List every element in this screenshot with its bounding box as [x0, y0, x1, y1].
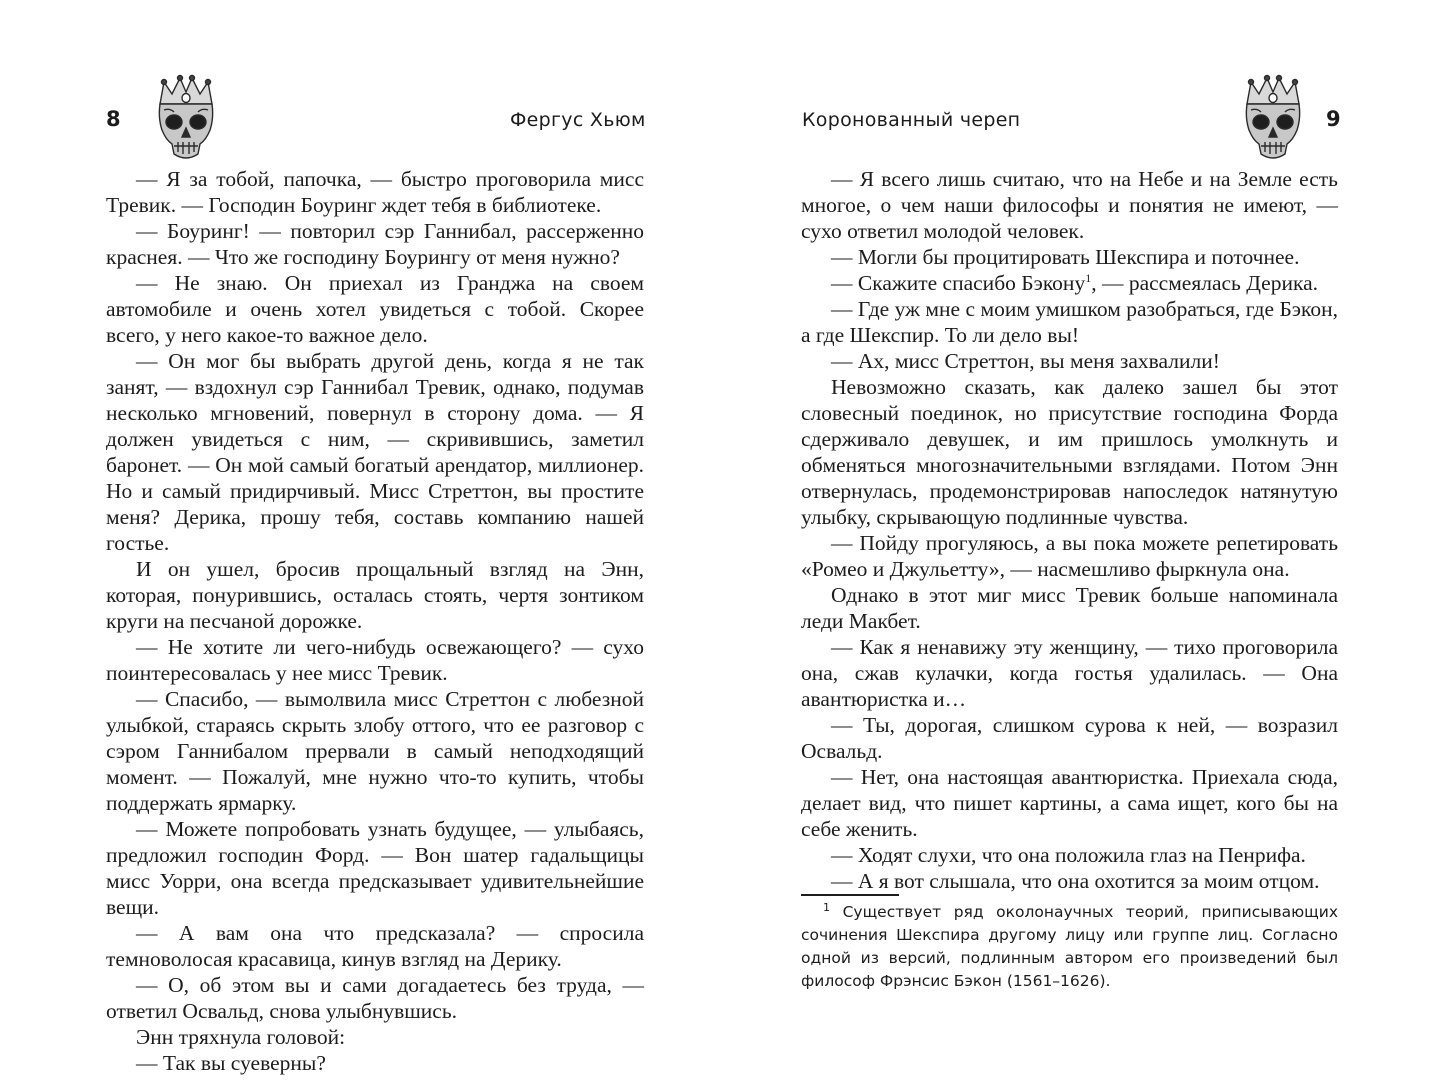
paragraph: — Где уж мне с моим умишком разобраться, где Бэкон, а где Шекспир. То ли дело вы! [801, 297, 1338, 347]
right-running-head: Коронованный череп [802, 109, 1021, 131]
paragraph: — Не знаю. Он приехал из Гранджа на своем автомобиле и очень хотел увидеться с тобой. Скорее всего, у него какое-то важное дело. [106, 271, 644, 347]
footnote-reference[interactable]: 1 [1085, 270, 1092, 285]
paragraph: — Так вы суеверны? [136, 1051, 326, 1075]
paragraph: Энн тряхнула головой: [136, 1025, 346, 1049]
crowned-skull-icon [1237, 74, 1309, 162]
paragraph: — Он мог бы выбрать другой день, когда я не так занят, — вздохнул сэр Ганнибал Тревик, однако, подумав несколько мгновений, повернул в сторону дома. — Я должен увидеться с ним, — скривившись, заметил баронет. — Он мой самый богатый арендатор, миллионер. Но и самый придирчивый. Мисс Стреттон, вы простите меня? Дерика, прошу тебя, составь компанию нашей гостье. [106, 349, 644, 555]
crowned-skull-icon [150, 74, 222, 162]
right-body-text [801, 166, 1338, 894]
paragraph: — А я вот слышала, что она охотится за моим отцом. [831, 869, 1320, 893]
left-running-head: Фергус Хьюм [510, 109, 646, 131]
paragraph: — Я всего лишь считаю, что на Небе и на Земле есть многое, о чем наши философы и понятия не имеют, — сухо ответил молодой человек. [801, 167, 1338, 243]
paragraph [801, 270, 1338, 296]
paragraph: — Ты, дорогая, слишком сурова к ней, — возразил Освальд. [801, 713, 1338, 763]
paragraph: — А вам она что предсказала? — спросила темноволосая красавица, кинув взгляд на Дерику. [106, 921, 644, 971]
left-page-number: 8 [106, 107, 121, 131]
paragraph: — Не хотите ли чего-нибудь освежающего? — сухо поинтересовалась у нее мисс Тревик. [106, 635, 644, 685]
left-page [0, 0, 722, 1081]
footnote-text: Существует ряд околонаучных теорий, приписывающих сочинения Шекспира другому лицу или группе лиц. Согласно одной из версий, подлинным автором его произведений был философ Фрэнсис Бэкон (1561–1626). [801, 903, 1338, 990]
paragraph: — Пойду прогуляюсь, а вы пока можете репетировать «Ромео и Джульетту», — насмешливо фыркнула она. [801, 531, 1338, 581]
paragraph: Однако в этот миг мисс Тревик больше напоминала леди Макбет. [801, 583, 1338, 633]
paragraph: — Как я ненавижу эту женщину, — тихо проговорила она, сжав кулачки, когда гостья удалилась. — Она авантюристка и… [801, 635, 1338, 711]
paragraph: — О, об этом вы и сами догадаетесь без труда, — ответил Освальд, снова улыбнувшись. [106, 973, 644, 1023]
paragraph: — Ходят слухи, что она положила глаз на Пенрифа. [831, 843, 1306, 867]
footnote-divider [801, 894, 899, 896]
paragraph: — Боуринг! — повторил сэр Ганнибал, рассерженно краснея. — Что же господину Боурингу от меня нужно? [106, 219, 644, 269]
paragraph: — Спасибо, — вымолвила мисс Стреттон с любезной улыбкой, стараясь скрыть злобу оттого, что ее разговор с сэром Ганнибалом прервали в самый неподходящий момент. — Пожалуй, мне нужно что-то купить, чтобы поддержать ярмарку. [106, 687, 644, 815]
paragraph: — Ах, мисс Стреттон, вы меня захвалили! [831, 349, 1220, 373]
paragraph: — Я за тобой, папочка, — быстро проговорила мисс Тревик. — Господин Боуринг ждет тебя в библиотеке. [106, 167, 644, 217]
paragraph: — Могли бы процитировать Шекспира и поточнее. [831, 245, 1300, 269]
left-body-text [106, 166, 644, 1076]
paragraph-text: , — рассмеялась Дерика. [1091, 271, 1319, 295]
footnote-number: 1 [823, 900, 830, 914]
paragraph: И он ушел, бросив прощальный взгляд на Энн, которая, понурившись, осталась стоять, чертя зонтиком круги на песчаной дорожке. [106, 557, 644, 633]
paragraph: Невозможно сказать, как далеко зашел бы этот словесный поединок, но присутствие господина Форда сдерживало девушек, и им пришлось умолкнуть и обменяться многозначительными взглядами. Потом Энн отвернулась, продемонстрировав напоследок натянутую улыбку, скрывающую подлинные чувства. [801, 375, 1338, 529]
paragraph: — Можете попробовать узнать будущее, — улыбаясь, предложил господин Форд. — Вон шатер гадальщицы мисс Уорри, она всегда предсказывает удивительнейшие вещи. [106, 817, 644, 919]
footnote [801, 901, 1338, 993]
right-page-number: 9 [1326, 107, 1341, 131]
footnote-body [801, 901, 1338, 993]
paragraph-text: — Скажите спасибо Бэкону [831, 271, 1086, 295]
paragraph: — Нет, она настоящая авантюристка. Приехала сюда, делает вид, что пишет картины, а сама ищет, кого бы на себе женить. [801, 765, 1338, 841]
